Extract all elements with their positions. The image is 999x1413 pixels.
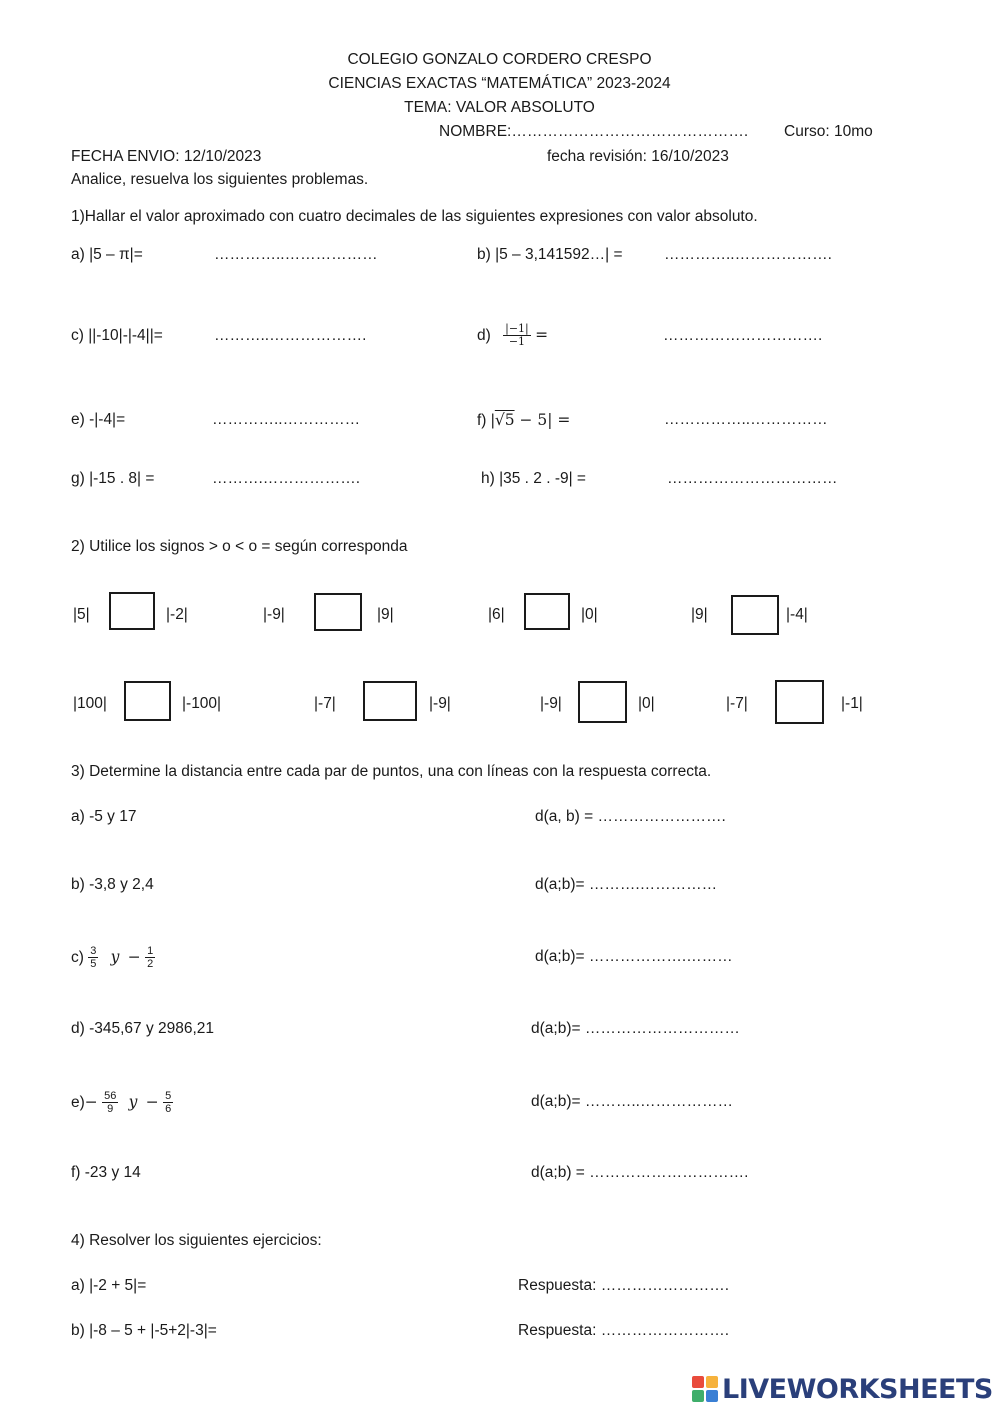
s2-r1-answer-box-1[interactable] (109, 592, 155, 630)
section2-title: 2) Utilice los signos > o < o = según corresponda (71, 538, 408, 555)
s3-c-fraction-1 (88, 945, 98, 970)
s2-r2-answer-box-1[interactable] (124, 681, 171, 721)
s2-r2-right-3: |0| (638, 695, 655, 712)
s1-c-blank[interactable]: ………..………………. (214, 327, 367, 344)
s3-c-y: y (110, 948, 120, 966)
s1-g-label: g) |-15 . 8| = (71, 470, 155, 487)
logo-tile-3 (692, 1390, 704, 1402)
s3-item-b: b) -3,8 y 2,4 (71, 876, 154, 893)
s4-answer-a[interactable]: Respuesta: ……………………. (518, 1277, 730, 1294)
s2-r2-answer-box-2[interactable] (363, 681, 417, 721)
s4-item-a: a) |-2 + 5|= (71, 1277, 147, 1294)
logo-tile-1 (692, 1376, 704, 1388)
s3-answer-a[interactable]: d(a, b) = ……………………. (535, 808, 726, 825)
s1-b-label: b) |5 – 3,141592…| = (477, 246, 623, 263)
s3-item-d: d) -345,67 y 2986,21 (71, 1020, 215, 1037)
s3-c-fraction-2 (145, 945, 155, 970)
s1-d-fraction (503, 323, 531, 348)
s2-r2-left-4: |-7| (726, 695, 748, 712)
s2-r1-left-3: |6| (488, 606, 505, 623)
section3-title: 3) Determine la distancia entre cada par de puntos, una con líneas con la respuesta correcta. (71, 763, 712, 780)
s3-e-num-1: 56 (104, 1090, 117, 1103)
s3-e-fraction-2 (163, 1090, 173, 1115)
s3-c-den-2: 2 (147, 958, 154, 971)
s3-e-y: y (128, 1093, 138, 1111)
s3-item-c (71, 940, 155, 975)
s3-c-num-2: 1 (147, 945, 154, 958)
s2-r2-right-2: |-9| (429, 695, 451, 712)
s3-item-e (71, 1085, 173, 1120)
topic-title: TEMA: VALOR ABSOLUTO (404, 99, 595, 116)
subject-title: CIENCIAS EXACTAS “MATEMÁTICA” 2023-2024 (328, 75, 671, 92)
logo-tile-4 (706, 1390, 718, 1402)
s1-e-blank[interactable]: …………..…………… (212, 411, 361, 428)
s2-r1-answer-box-2[interactable] (314, 593, 362, 631)
s4-answer-b[interactable]: Respuesta: ……………………. (518, 1322, 730, 1339)
s1-f-expression (477, 410, 570, 431)
s1-c-label: c) ||-10|-|-4||= (71, 327, 163, 344)
s1-f-rest: − 5| = (514, 411, 571, 429)
s1-d-denominator: −1 (508, 335, 526, 349)
s1-a-label: a) |5 – π|= (71, 246, 143, 263)
s2-r2-right-4: |-1| (841, 695, 863, 712)
s3-e-label: e) (71, 1094, 85, 1111)
s2-r1-answer-box-3[interactable] (524, 593, 570, 630)
s2-r2-answer-box-4[interactable] (775, 680, 824, 724)
s2-r1-right-3: |0| (581, 606, 598, 623)
instructions: Analice, resuelva los siguientes problemas. (71, 171, 369, 188)
s2-r1-left-4: |9| (691, 606, 708, 623)
s2-r1-left-1: |5| (73, 606, 90, 623)
s3-item-f: f) -23 y 14 (71, 1164, 141, 1181)
s3-answer-e[interactable]: d(a;b)= ………..……………… (531, 1093, 733, 1110)
s1-d-equals: = (535, 326, 549, 344)
section4-title: 4) Resolver los siguientes ejercicios: (71, 1232, 322, 1249)
s1-b-blank[interactable]: …………..………………. (664, 246, 832, 263)
s2-r1-left-2: |-9| (263, 606, 285, 623)
s2-r1-right-4: |-4| (786, 606, 808, 623)
s2-r2-left-3: |-9| (540, 695, 562, 712)
s3-answer-c[interactable]: d(a;b)= ……………….……… (535, 948, 733, 965)
s1-f-label: f) | (477, 412, 495, 429)
s3-answer-f[interactable]: d(a;b) = …………………………. (531, 1164, 749, 1181)
section1-title: 1)Hallar el valor aproximado con cuatro decimales de las siguientes expresiones con valor absoluto. (71, 208, 758, 225)
s1-d-numerator: |−1| (505, 322, 529, 336)
school-name: COLEGIO GONZALO CORDERO CRESPO (347, 51, 652, 68)
s3-e-den-2: 6 (165, 1103, 172, 1116)
course-label: Curso: 10mo (784, 123, 873, 140)
logo-tile-2 (706, 1376, 718, 1388)
s2-r2-answer-box-3[interactable] (578, 681, 627, 723)
s1-a-blank[interactable]: …………..……………… (214, 246, 378, 263)
s3-e-den-1: 9 (107, 1103, 114, 1116)
liveworksheets-logo (692, 1374, 993, 1404)
s2-r2-right-1: |-100| (182, 695, 222, 712)
s3-e-num-2: 5 (165, 1090, 172, 1103)
s1-f-blank[interactable]: ……………..…………… (664, 411, 828, 428)
s1-d-expression (477, 318, 548, 353)
s1-d-label: d) (477, 327, 491, 344)
s2-r1-right-1: |-2| (166, 606, 188, 623)
s4-item-b: b) |-8 – 5 + |-5+2|-3|= (71, 1322, 217, 1339)
s3-c-num-1: 3 (90, 945, 97, 958)
s1-h-label: h) |35 . 2 . -9| = (481, 470, 586, 487)
s3-answer-b[interactable]: d(a;b)= ……….…………… (535, 876, 718, 893)
s2-r2-left-2: |-7| (314, 695, 336, 712)
s3-c-den-1: 5 (90, 958, 97, 971)
s2-r1-answer-box-4[interactable] (731, 595, 779, 635)
s1-h-blank[interactable]: …………………………… (667, 470, 838, 487)
s3-e-fraction-1 (102, 1090, 118, 1115)
liveworksheets-logo-icon (692, 1376, 718, 1402)
s3-c-label: c) (71, 949, 84, 966)
send-date: FECHA ENVIO: 12/10/2023 (71, 148, 262, 165)
name-field[interactable]: NOMBRE:………………………………………. (439, 123, 749, 140)
s2-r1-right-2: |9| (377, 606, 394, 623)
s1-d-blank[interactable]: …………………………. (663, 327, 823, 344)
liveworksheets-brand: LIVEWORKSHEETS (722, 1373, 993, 1405)
s3-c-minus: − (127, 948, 141, 966)
s3-e-minus-1: − (84, 1093, 98, 1111)
s3-item-a: a) -5 y 17 (71, 808, 137, 825)
s2-r2-left-1: |100| (73, 695, 107, 712)
s1-f-sqrt: √5 (494, 411, 515, 429)
review-date: fecha revisión: 16/10/2023 (547, 148, 729, 165)
s3-e-minus-2: − (145, 1093, 159, 1111)
s3-answer-d[interactable]: d(a;b)= ………………………… (531, 1020, 740, 1037)
s1-g-blank[interactable]: ……….………………. (212, 470, 361, 487)
s1-e-label: e) -|-4|= (71, 411, 126, 428)
